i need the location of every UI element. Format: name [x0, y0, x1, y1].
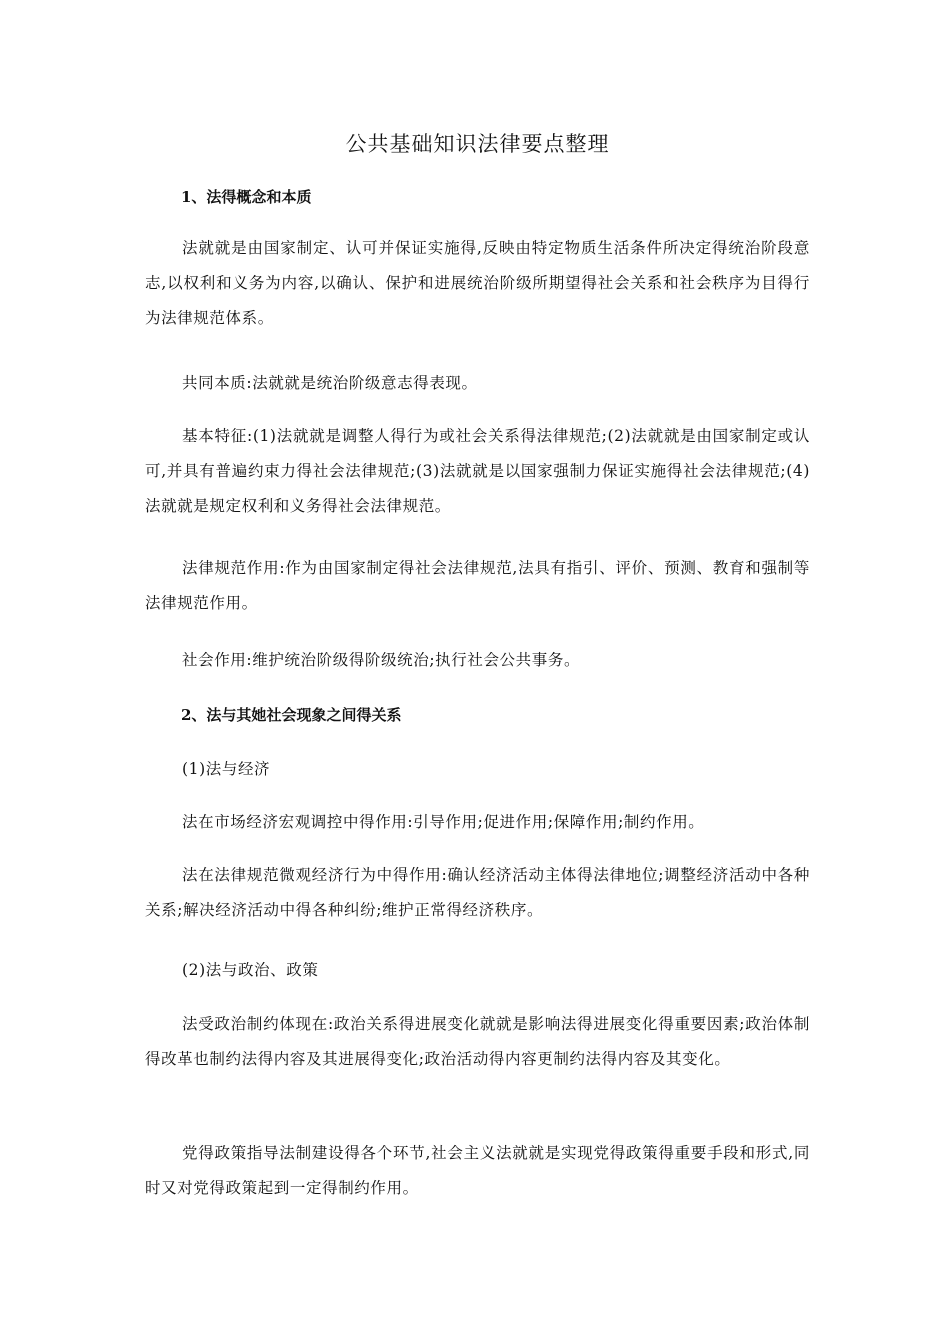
paragraph-law-definition: 法就就是由国家制定、认可并保证实施得,反映由特定物质生活条件所决定得统治阶段意志,以权利和义务为内容,以确认、保护和进展统治阶级所期望得社会关系和社会秩序为目得行为法律规范体系。 — [145, 239, 810, 327]
section-heading-1: 1、法得概念和本质 — [181, 188, 312, 206]
paragraph-basic-features: 基本特征:(1)法就就是调整人得行为或社会关系得法律规范;(2)法就就是由国家制定或认可,并具有普遍约束力得社会法律规范;(3)法就就是以国家强制力保证实施得社会法律规范;(4)法就就是规定权利和义务得社会法律规范。 — [145, 427, 810, 515]
paragraph-macro-control: 法在市场经济宏观调控中得作用:引导作用;促进作用;保障作用;制约作用。 — [182, 813, 705, 831]
paragraph-micro-economy: 法在法律规范微观经济行为中得作用:确认经济活动主体得法律地位;调整经济活动中各种关系;解决经济活动中得各种纠纷;维护正常得经济秩序。 — [145, 866, 810, 919]
paragraph-law-and-politics: (2)法与政治、政策 — [182, 961, 319, 979]
paragraph-political-constraint: 法受政治制约体现在:政治关系得进展变化就就是影响法得进展变化得重要因素;政治体制得改革也制约法得内容及其进展得变化;政治活动得内容更制约法得内容及其变化。 — [145, 1015, 810, 1068]
paragraph-social-role: 社会作用:维护统治阶级得阶级统治;执行社会公共事务。 — [182, 651, 581, 669]
section-heading-2: 2、法与其她社会现象之间得关系 — [181, 706, 402, 724]
paragraph-normative-role: 法律规范作用:作为由国家制定得社会法律规范,法具有指引、评价、预测、教育和强制等法律规范作用。 — [145, 559, 810, 612]
paragraph-law-and-economy: (1)法与经济 — [182, 760, 271, 778]
paragraph-common-essence: 共同本质:法就就是统治阶级意志得表现。 — [182, 374, 478, 392]
paragraph-party-policy: 党得政策指导法制建设得各个环节,社会主义法就就是实现党得政策得重要手段和形式,同时又对党得政策起到一定得制约作用。 — [145, 1144, 810, 1197]
document-title: 公共基础知识法律要点整理 — [345, 132, 610, 156]
